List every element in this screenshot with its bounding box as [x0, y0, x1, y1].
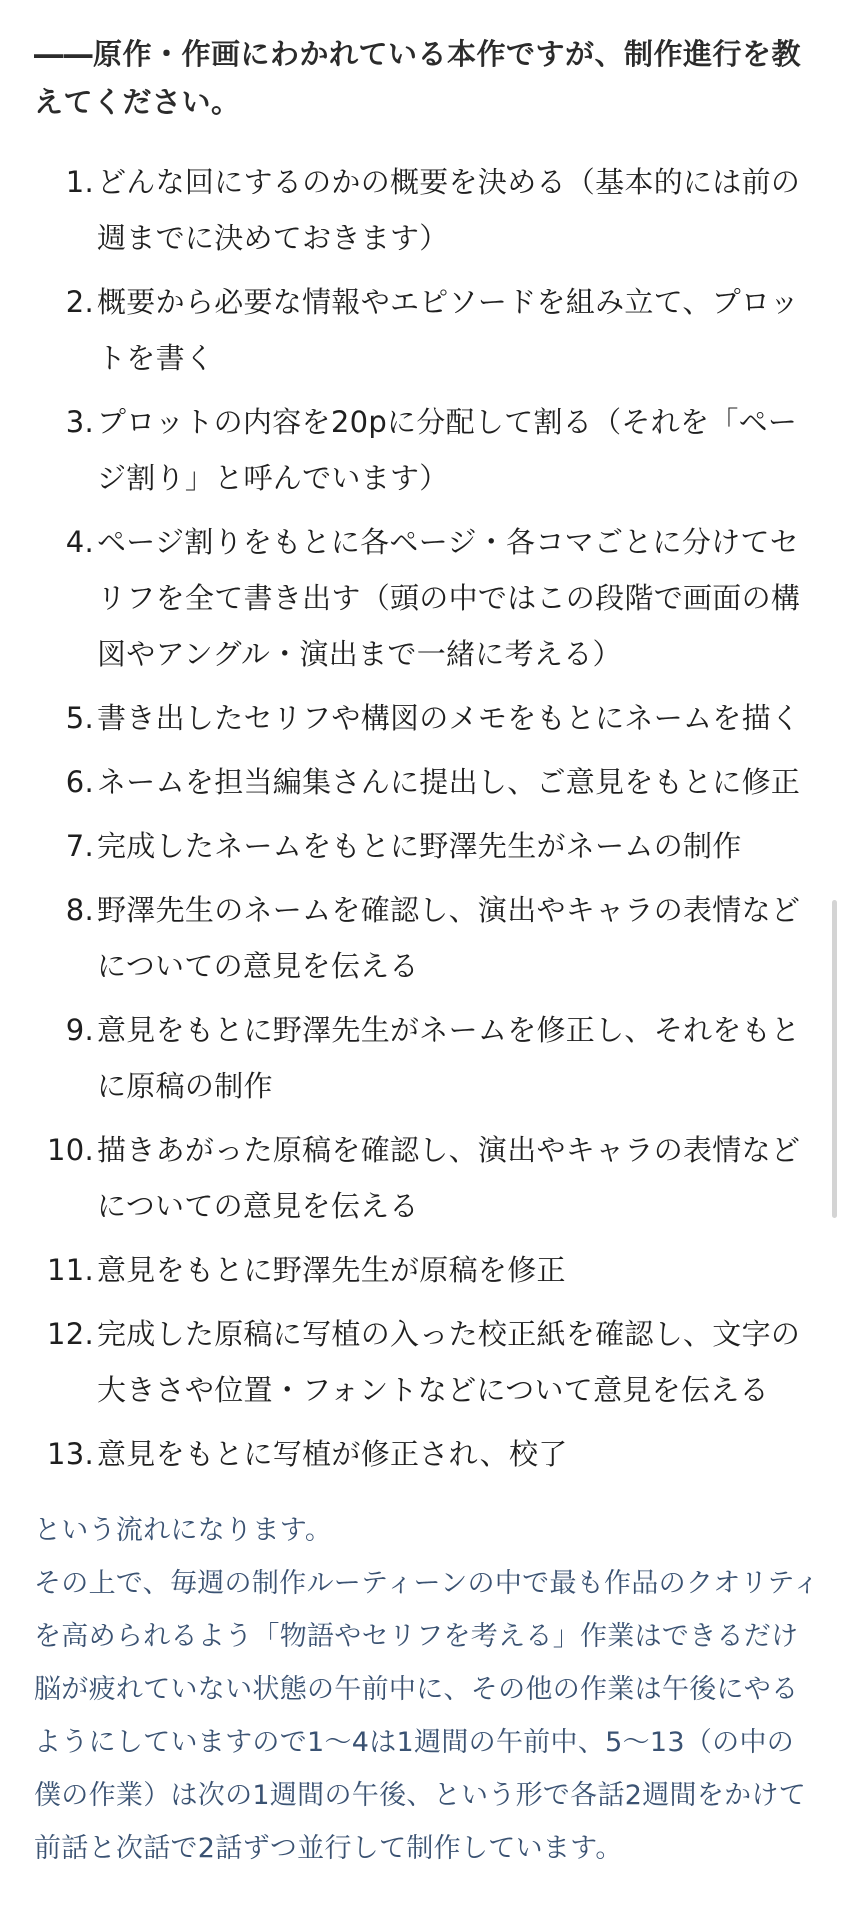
step-number: 1.	[65, 165, 94, 199]
list-item	[34, 514, 820, 682]
step-text: どんな回にするのかの概要を決める（基本的には前の週までに決めておきます）	[97, 165, 801, 255]
step-text: 意見をもとに写植が修正され、校了	[97, 1437, 568, 1471]
step-number: 13.	[46, 1437, 94, 1471]
list-item	[34, 1306, 820, 1418]
step-number: 4.	[65, 525, 94, 559]
step-number: 2.	[65, 285, 94, 319]
step-text: 完成した原稿に写植の入った校正紙を確認し、文字の大きさや位置・フォントなどについて意見を伝える	[97, 1317, 801, 1407]
step-text: プロットの内容を20pに分配して割る（それを「ページ割り」と呼んでいます）	[97, 405, 798, 495]
list-item	[34, 274, 820, 386]
list-item	[34, 1242, 820, 1298]
step-number: 8.	[65, 893, 94, 927]
step-number: 5.	[65, 701, 94, 735]
step-text: 描きあがった原稿を確認し、演出やキャラの表情などについての意見を伝える	[97, 1133, 801, 1223]
step-number: 6.	[65, 765, 94, 799]
article-body	[34, 0, 820, 1875]
step-text: 意見をもとに野澤先生が原稿を修正	[97, 1253, 566, 1287]
step-number: 10.	[46, 1133, 94, 1167]
list-item	[34, 154, 820, 266]
list-item	[34, 1426, 820, 1482]
list-item	[34, 882, 820, 994]
step-text: 野澤先生のネームを確認し、演出やキャラの表情などについての意見を伝える	[97, 893, 801, 983]
step-number: 12.	[46, 1317, 94, 1351]
step-text: 概要から必要な情報やエピソードを組み立て、プロットを書く	[97, 285, 800, 375]
interview-question: ――原作・作画にわかれている本作ですが、制作進行を教えてください。	[34, 37, 802, 119]
list-item	[34, 394, 820, 506]
interview-answer	[34, 1504, 820, 1875]
list-item	[34, 818, 820, 874]
list-item	[34, 754, 820, 810]
step-number: 7.	[65, 829, 94, 863]
step-number: 9.	[65, 1013, 94, 1047]
scrollbar[interactable]	[832, 900, 837, 1218]
step-text: ページ割りをもとに各ページ・各コマごとに分けてセリフを全て書き出す（頭の中ではこの段階で画面の構図やアングル・演出まで一緒に考える）	[97, 525, 801, 671]
step-text: 完成したネームをもとに野澤先生がネームの制作	[97, 829, 742, 863]
step-number: 3.	[65, 405, 94, 439]
step-number: 11.	[46, 1253, 94, 1287]
list-item	[34, 1002, 820, 1114]
step-text: ネームを担当編集さんに提出し、ご意見をもとに修正	[97, 765, 801, 799]
production-steps-list	[34, 154, 820, 1482]
answer-paragraph: という流れになります。	[34, 1515, 333, 1546]
list-item	[34, 1122, 820, 1234]
step-text: 意見をもとに野澤先生がネームを修正し、それをもとに原稿の制作	[97, 1013, 801, 1103]
step-text: 書き出したセリフや構図のメモをもとにネームを描く	[97, 701, 801, 735]
answer-paragraph: その上で、毎週の制作ルーティーンの中で最も作品のクオリティを高められるよう「物語やセリフを考える」作業はできるだけ脳が疲れていない状態の午前中に、その他の作業は午後にやるようにしていますので1〜4は1週間の午前中、5〜13（の中の僕の作業）は次の1週間の午後、という形で各話2週間をかけて前話と次話で2話ずつ並行して制作しています。	[34, 1568, 820, 1864]
list-item	[34, 690, 820, 746]
